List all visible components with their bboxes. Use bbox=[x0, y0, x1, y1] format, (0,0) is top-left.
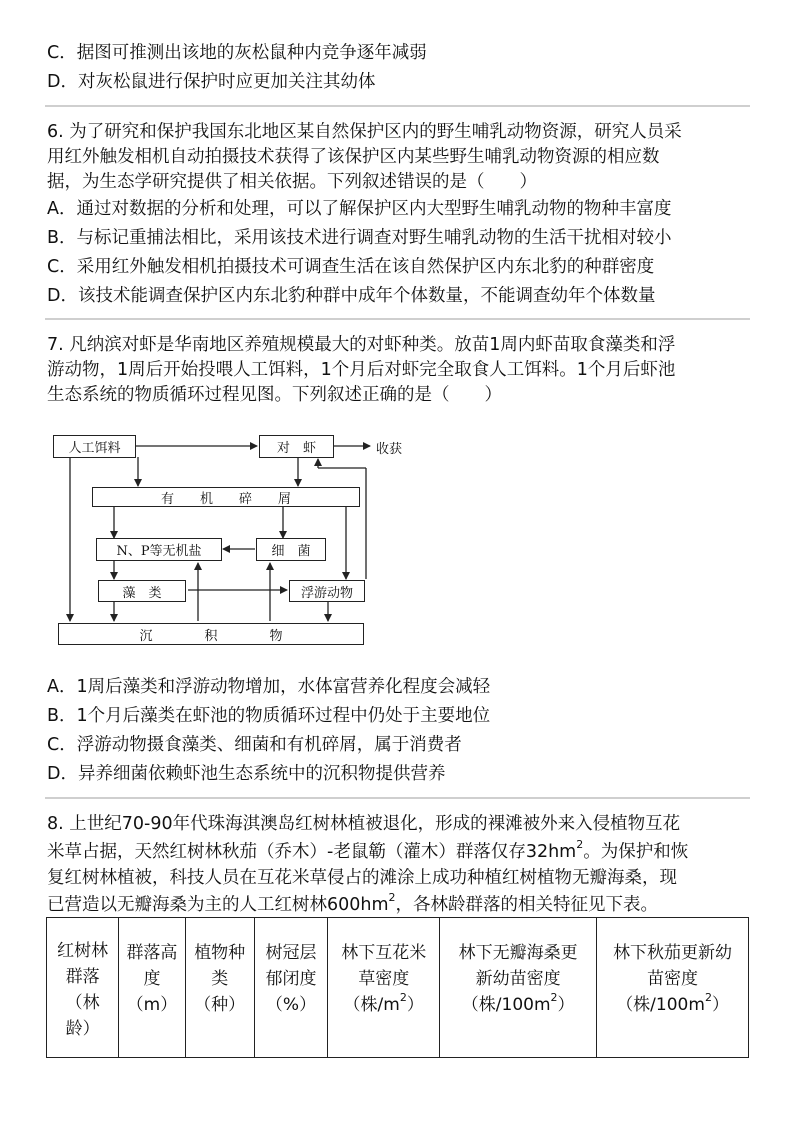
table-header-row bbox=[47, 918, 749, 1058]
q7-stem-line-1: 7. 凡纳滨对虾是华南地区养殖规模最大的对虾种类。放苗1周内虾苗取食藻类和浮 bbox=[47, 335, 676, 355]
diagram-node-bacteria: 细 菌 bbox=[256, 538, 326, 561]
q6-option-a: A．通过对数据的分析和处理，可以了解保护区内大型野生哺乳动物的物种丰富度 bbox=[47, 199, 672, 219]
q7-stem-line-3: 生态系统的物质循环过程见图。下列叙述正确的是（ ） bbox=[47, 385, 502, 405]
q8-stem-line-1: 8. 上世纪70-90年代珠海淇澳岛红树林植被退化，形成的裸滩被外来入侵植物互花 bbox=[47, 814, 681, 834]
q5-option-d: D．对灰松鼠进行保护时应更加关注其幼体 bbox=[47, 72, 376, 92]
q5-option-c: C．据图可推测出该地的灰松鼠种内竞争逐年减弱 bbox=[47, 43, 427, 63]
diagram-node-inorganic-salts: N、P等无机盐 bbox=[96, 538, 222, 561]
q6-stem-line-3: 据，为生态学研究提供了相关依据。下列叙述错误的是（ ） bbox=[47, 172, 537, 192]
q6-option-d: D．该技术能调查保护区内东北豹种群中成年个体数量，不能调查幼年个体数量 bbox=[47, 286, 656, 306]
q7-option-b: B．1个月后藻类在虾池的物质循环过程中仍处于主要地位 bbox=[47, 706, 491, 726]
q8-stem-line-4: 已营造以无瓣海桑为主的人工红树林$600hm^2$，各林龄群落的相关特征见下表。 bbox=[47, 891, 659, 915]
q8-stem-line-2: 米草占据，天然红树林秋茄（乔木）-老鼠簕（灌木）群落仅存$32hm^2$。为保护和恢 bbox=[47, 838, 689, 862]
diagram-node-feed: 人工饵料 bbox=[53, 435, 136, 458]
question-divider bbox=[45, 105, 750, 107]
q6-option-b: B．与标记重捕法相比，采用该技术进行调查对野生哺乳动物的生活干扰相对较小 bbox=[47, 228, 672, 248]
q8-stem-line-3: 复红树林植被，科技人员在互花米草侵占的滩涂上成功种植红树植物无瓣海桑，现 bbox=[47, 868, 677, 888]
header-spartina-density: 林下互花米 草密度 （株$/m^2$） bbox=[328, 918, 440, 1058]
material-cycle-diagram bbox=[48, 428, 428, 648]
diagram-node-detritus: 有 机 碎 屑 bbox=[92, 487, 360, 507]
q7-option-d: D．异养细菌依赖虾池生态系统中的沉积物提供营养 bbox=[47, 764, 446, 784]
q7-option-c: C．浮游动物摄食藻类、细菌和有机碎屑，属于消费者 bbox=[47, 735, 462, 755]
q6-option-c: C．采用红外触发相机拍摄技术可调查生活在该自然保护区内东北豹的种群密度 bbox=[47, 257, 655, 277]
q6-stem-line-1: 6. 为了研究和保护我国东北地区某自然保护区内的野生哺乳动物资源，研究人员采 bbox=[47, 122, 682, 142]
q7-option-a: A．1周后藻类和浮游动物增加，水体富营养化程度会减轻 bbox=[47, 677, 491, 697]
q6-stem-line-2: 用红外触发相机自动拍摄技术获得了该保护区内某些野生哺乳动物资源的相应数 bbox=[47, 147, 660, 167]
diagram-node-sediment: 沉 积 物 bbox=[58, 623, 364, 645]
header-sonneratia-seedling-density: 林下无瓣海桑更 新幼苗密度 （株$/100m^2$） bbox=[440, 918, 597, 1058]
q7-stem-line-2: 游动物，1周后开始投喂人工饵料，1个月后对虾完全取食人工饵料。1个月后虾池 bbox=[47, 360, 676, 380]
diagram-node-zooplankton: 浮游动物 bbox=[289, 580, 365, 602]
diagram-node-shrimp: 对 虾 bbox=[259, 435, 334, 458]
diagram-label-harvest: 收获 bbox=[376, 442, 403, 457]
mangrove-community-table bbox=[46, 917, 749, 1058]
header-canopy-closure: 树冠层 郁闭度 （%） bbox=[254, 918, 327, 1058]
header-community-height: 群落高 度 （m） bbox=[119, 918, 185, 1058]
header-community-age: 红树林 群落 （林 龄） bbox=[47, 918, 119, 1058]
diagram-node-algae: 藻 类 bbox=[98, 580, 186, 602]
question-divider bbox=[45, 318, 750, 320]
header-kandelia-seedling-density: 林下秋茄更新幼 苗密度 （株$/100m^2$） bbox=[597, 918, 749, 1058]
header-plant-species: 植物种 类 （种） bbox=[185, 918, 254, 1058]
question-divider bbox=[45, 797, 750, 799]
